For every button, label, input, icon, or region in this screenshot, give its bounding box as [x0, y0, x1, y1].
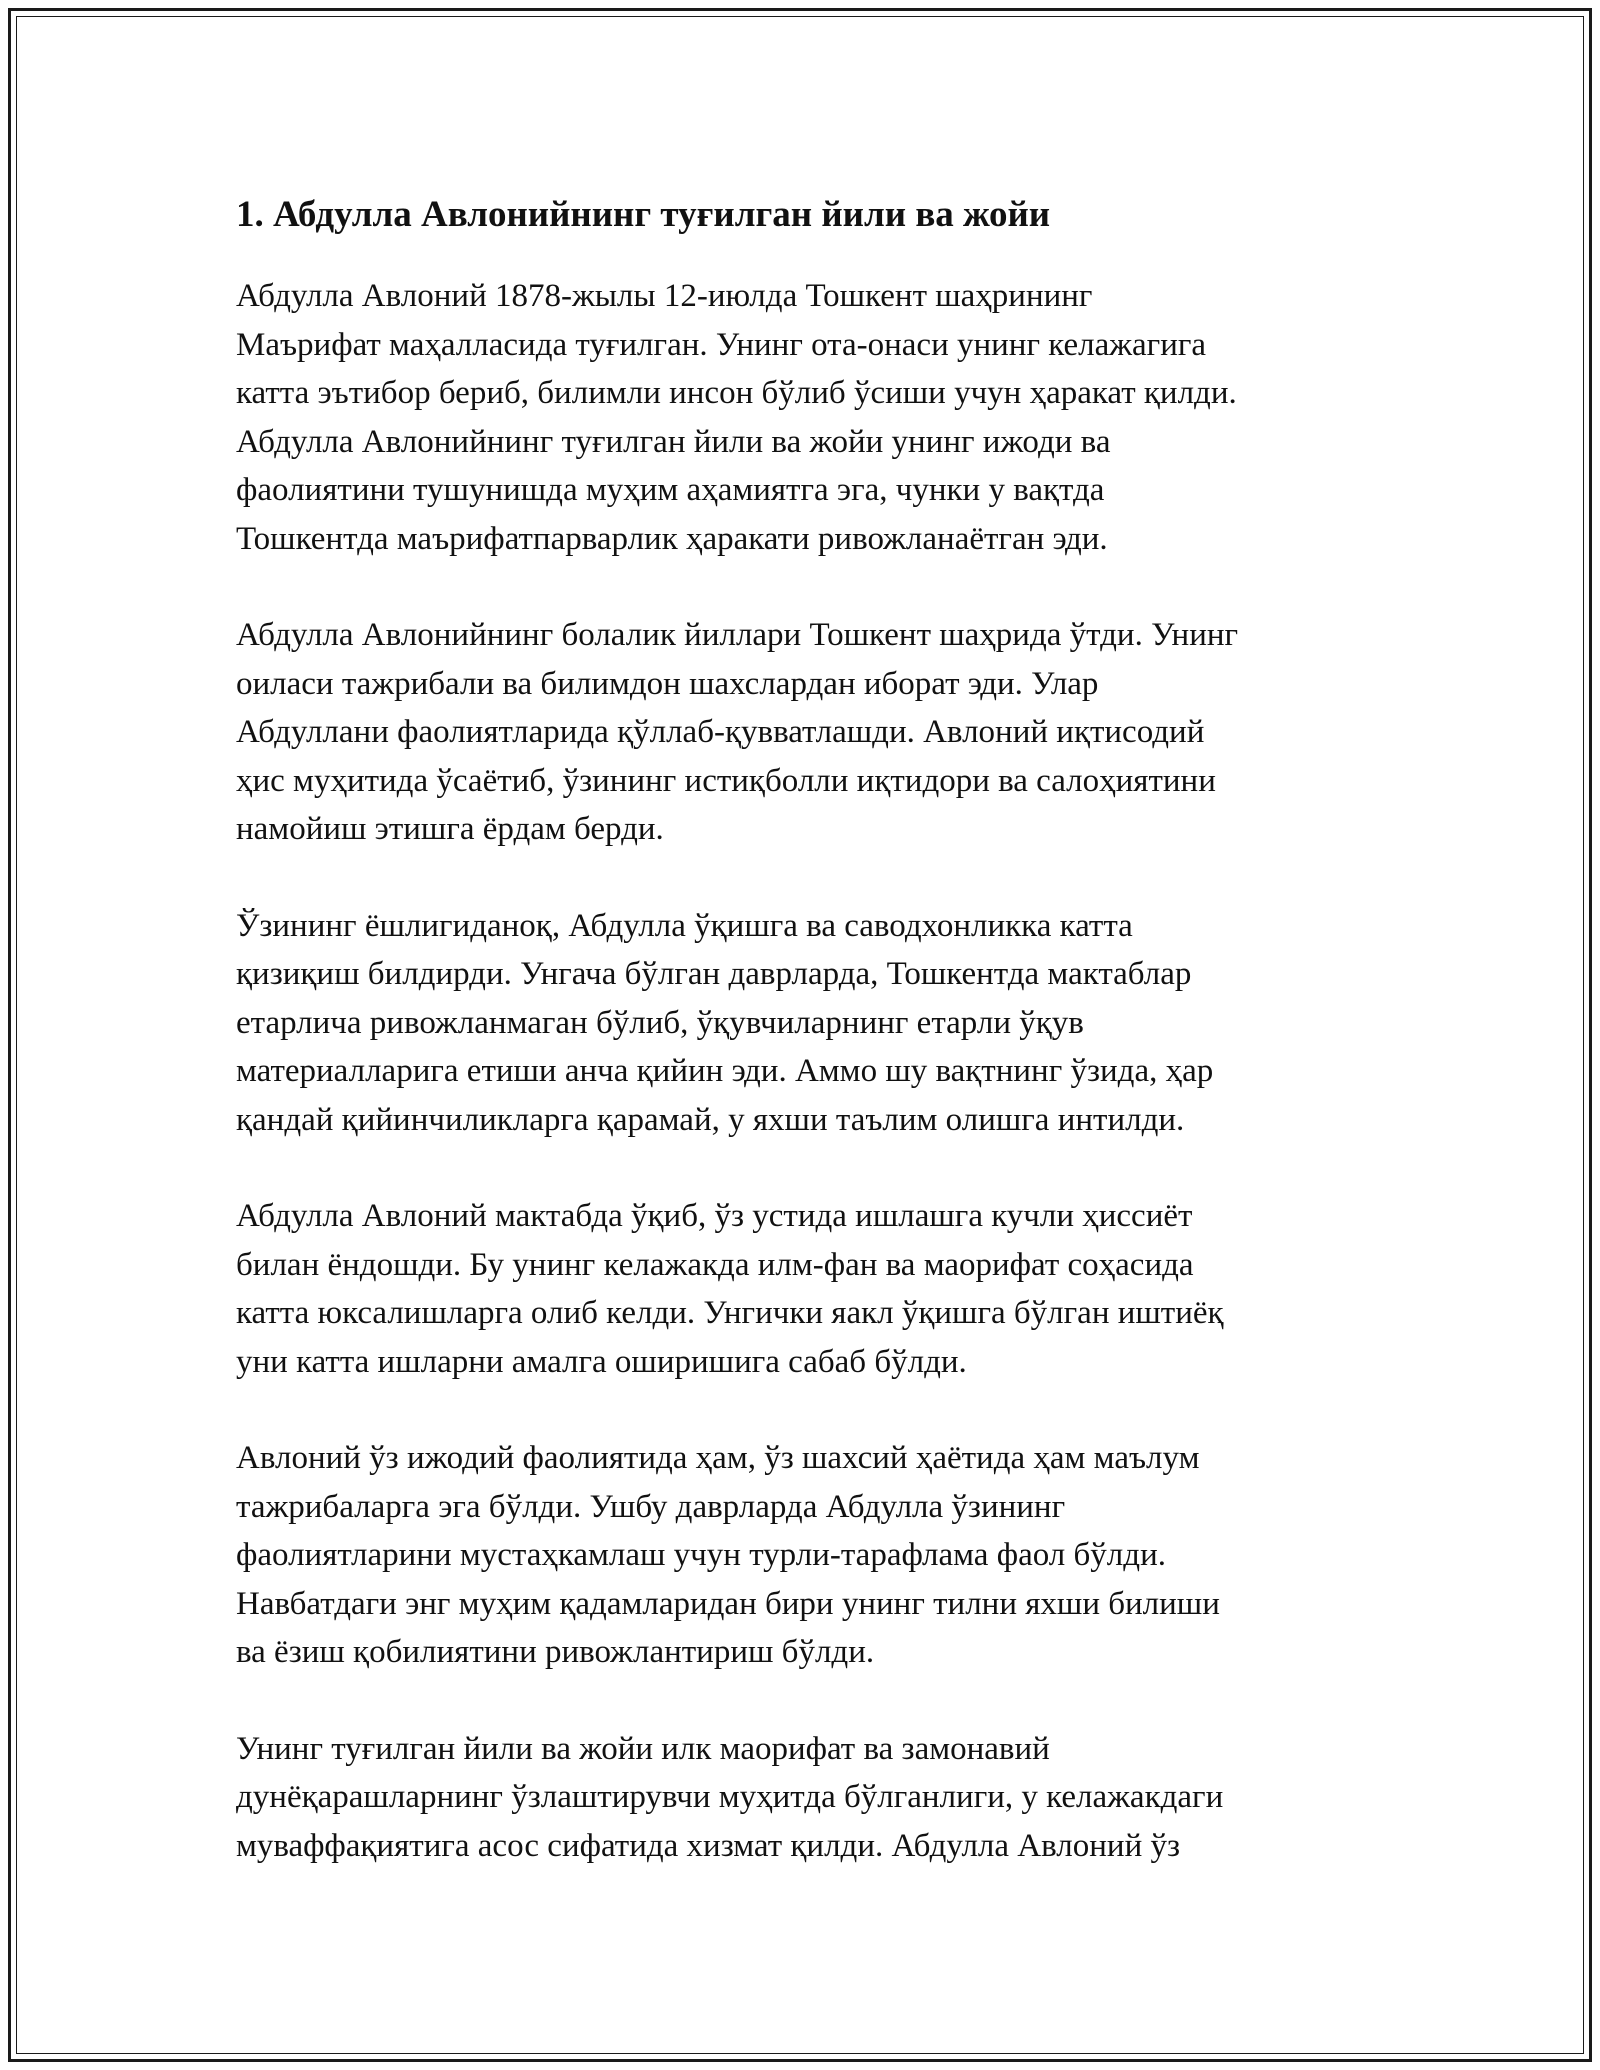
paragraph-line: Авлоний ўз ижодий фаолиятида ҳам, ўз шахсий ҳаётида ҳам маълум: [236, 1440, 1200, 1476]
paragraph-line: қизиқиш билдирди. Унгача бўлган даврларда, Тошкентда мактаблар: [236, 956, 1192, 992]
paragraph-line: Унинг туғилган йили ва жойи илк маорифат ва замонавий: [236, 1730, 1050, 1767]
paragraph-line: фаолиятини тушунишда муҳим аҳамиятга эга, чунки у вақтда: [236, 472, 1105, 508]
paragraph-4: [236, 1192, 1376, 1386]
paragraph-line: тажрибаларга эга бўлди. Ушбу даврларда Абдулла ўзининг: [236, 1488, 1066, 1525]
document-body: [236, 188, 1376, 1918]
paragraph-line: Абдулла Авлонийнинг туғилган йили ва жойи унинг ижоди ва: [236, 423, 1111, 460]
paragraph-6: [236, 1725, 1376, 1871]
paragraph-line: уни катта ишларни амалга оширишига сабаб бўлди.: [236, 1343, 967, 1380]
paragraph-line: намойиш этишга ёрдам берди.: [236, 811, 664, 847]
paragraph-1: [236, 272, 1376, 563]
paragraph-line: қандай қийинчиликларга қарамай, у яхши таълим олишга интилди.: [236, 1101, 1185, 1138]
paragraph-5: [236, 1434, 1376, 1677]
paragraph-line: Абдулла Авлонийнинг болалик йиллари Тошкент шаҳрида ўтди. Унинг: [236, 617, 1239, 653]
paragraph-line: катта эътибор бериб, билимли инсон бўлиб ўсиши учун ҳаракат қилди.: [236, 375, 1237, 411]
paragraph-line: дунёқарашларнинг ўзлаштирувчи муҳитда бўлганлиги, у келажакдаги: [236, 1779, 1224, 1815]
section-heading: 1. Абдулла Авлонийнинг туғилган йили ва жойи: [236, 194, 1051, 235]
paragraph-line: Абдуллани фаолиятларида қўллаб-қувватлашди. Авлоний иқтисодий: [236, 714, 1205, 750]
paragraph-line: етарлича ривожланмаган бўлиб, ўқувчиларнинг етарли ўқув: [236, 1004, 1084, 1041]
paragraph-line: билан ёндошди. Бу унинг келажакда илм-фан ва маорифат соҳасида: [236, 1246, 1194, 1283]
paragraph-line: ва ёзиш қобилиятини ривожлантириш бўлди.: [236, 1634, 875, 1670]
paragraph-line: Абдулла Авлоний мактабда ўқиб, ўз устида ишлашга кучли ҳиссиёт: [236, 1198, 1193, 1234]
paragraph-line: фаолиятларини мустаҳкамлаш учун турли-тарафлама фаол бўлди.: [236, 1537, 1166, 1573]
paragraph-2: [236, 611, 1376, 854]
paragraph-line: Тошкентда маърифатпарварлик ҳаракати ривожланаётган эди.: [236, 520, 1108, 557]
paragraph-line: Навбатдаги энг муҳим қадамларидан бири унинг тилни яхши билиши: [236, 1585, 1220, 1622]
paragraph-line: катта юксалишларга олиб келди. Унгички яакл ўқишга бўлган иштиёқ: [236, 1295, 1224, 1331]
paragraph-line: Маърифат маҳалласида туғилган. Унинг ота-онаси унинг келажагига: [236, 326, 1207, 363]
paragraph-line: муваффақиятига асос сифатида хизмат қилди. Абдулла Авлоний ўз: [236, 1827, 1181, 1864]
paragraph-line: оиласи тажрибали ва билимдон шахслардан иборат эди. Улар: [236, 665, 1099, 702]
paragraph-line: Абдулла Авлоний 1878-жылы 12-июлда Тошкент шаҳрининг: [236, 278, 1093, 314]
paragraph-line: Ўзининг ёшлигиданоқ, Абдулла ўқишга ва саводхонликка катта: [236, 907, 1133, 944]
paragraph-line: материалларига етиши анча қийин эди. Аммо шу вақтнинг ўзида, ҳар: [236, 1053, 1214, 1089]
paragraph-3: [236, 902, 1376, 1145]
paragraph-line: ҳис муҳитида ўсаётиб, ўзининг истиқболли иқтидори ва салоҳиятини: [236, 762, 1216, 799]
